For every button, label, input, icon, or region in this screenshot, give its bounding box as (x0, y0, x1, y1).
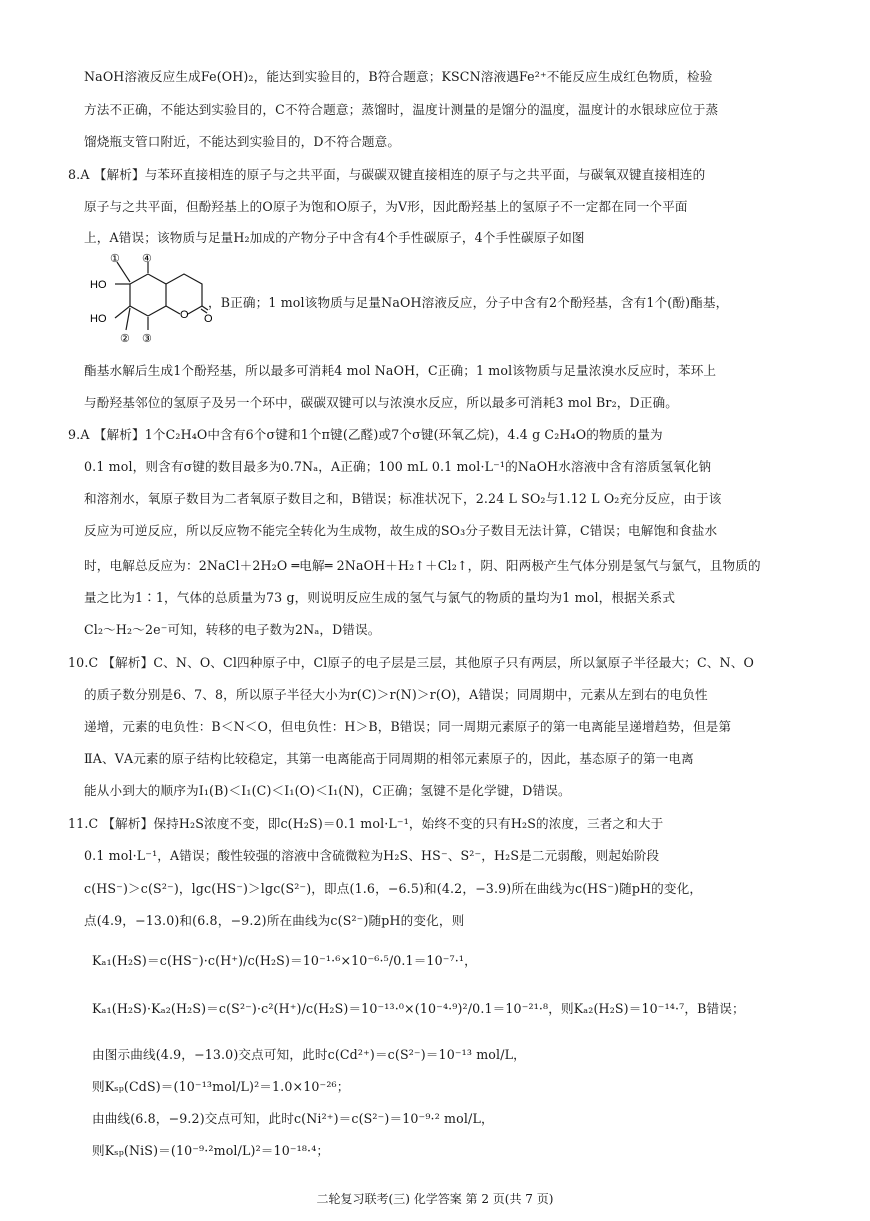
q8-line-1: 8.A 【解析】与苯环直接相连的原子与之共平面，与碳碳双键直接相连的原子与之共平面，与碳氧双键直接相连的 (68, 167, 706, 182)
q11-line-ksp-cds: 则Kₛₚ(CdS)＝(10⁻¹³mol/L)²＝1.0×10⁻²⁶； (92, 1079, 350, 1094)
q8-line-2: 原子与之共平面，但酚羟基上的O原子为饱和O原子，为V形，因此酚羟基上的氢原子不一定都在同一个平面 (84, 199, 688, 214)
q8-line-5: 酯基水解后生成1个酚羟基，所以最多可消耗4 mol NaOH，C正确；1 mol该物质与足量浓溴水反应时，苯环上 (84, 363, 717, 378)
q9-line-5: 时，电解总反应为：2NaCl＋2H₂O ═电解═ 2NaOH＋H₂↑＋Cl₂↑，阴、阳两极产生气体分别是氢气与氯气，且物质的 (84, 558, 761, 573)
chiral-label-1: ① (110, 253, 120, 265)
q8-line-3: 上，A错误；该物质与足量H₂加成的产物分子中含有4个手性碳原子，4个手性碳原子如图 (84, 230, 585, 245)
q8-line-4: ，B正确；1 mol该物质与足量NaOH溶液反应，分子中含有2个酚羟基，含有1个(酚)酯基， (208, 295, 729, 310)
text-line-1: NaOH溶液反应生成Fe(OH)₂，能达到实验目的，B符合题意；KSCN溶液遇Fe²⁺不能反应生成红色物质，检验 (84, 69, 713, 84)
chiral-label-4: ④ (142, 253, 152, 265)
chiral-label-2: ② (120, 333, 130, 345)
q10-line-3: 递增，元素的电负性：B＜N＜O，但电负性：H＞B，B错误；同一周期元素原子的第一电离能呈递增趋势，但是第 (84, 719, 732, 734)
q11-line-1: 11.C 【解析】保持H₂S浓度不变，即c(H₂S)＝0.1 mol·L⁻¹，始终不变的只有H₂S的浓度，三者之和大于 (68, 816, 664, 831)
q11-formula-ka1ka2: Kₐ₁(H₂S)·Kₐ₂(H₂S)＝c(S²⁻)·c²(H⁺)/c(H₂S)＝10⁻¹³·⁰×(10⁻⁴·⁹)²/0.1＝10⁻²¹·⁸，则Kₐ₂(H₂S)＝10⁻¹⁴·⁷，B错误； (92, 1001, 745, 1016)
q10-line-5: 能从小到大的顺序为I₁(B)＜I₁(C)＜I₁(O)＜I₁(N)，C正确；氢键不是化学键，D错误。 (84, 783, 571, 798)
q9-line-6: 量之比为1∶1，气体的总质量为73 g，则说明反应生成的氢气与氯气的物质的量均为1 mol，根据关系式 (84, 590, 676, 605)
text-line-2: 方法不正确，不能达到实验目的，C不符合题意；蒸馏时，温度计测量的是馏分的温度，温度计的水银球应位于蒸 (84, 102, 719, 117)
q8-line-6: 与酚羟基邻位的氢原子及另一个环中，碳碳双键可以与浓溴水反应，所以最多可消耗3 mol Br₂，D正确。 (84, 395, 678, 410)
q11-line-nis-intersect: 由曲线(6.8，−9.2)交点可知，此时c(Ni²⁺)＝c(S²⁻)＝10⁻⁹·² mol/L， (92, 1111, 494, 1126)
ho-top-label: HO (90, 279, 107, 291)
q9-line-7: Cl₂～H₂～2e⁻可知，转移的电子数为2Nₐ，D错误。 (84, 622, 381, 637)
q10-line-1: 10.C 【解析】C、N、O、Cl四种原子中，Cl原子的电子层是三层，其他原子只有两层，所以氯原子半径最大；C、N、O (68, 655, 754, 670)
q9-line-2: 0.1 mol，则含有σ键的数目最多为0.7Nₐ，A正确；100 mL 0.1 mol·L⁻¹的NaOH水溶液中含有溶质氢氧化钠 (84, 459, 712, 474)
ring-oxygen-label: O (180, 309, 189, 321)
q11-line-cds-intersect: 由图示曲线(4.9，−13.0)交点可知，此时c(Cd²⁺)＝c(S²⁻)＝10⁻¹³ mol/L， (92, 1047, 526, 1062)
page-footer: 二轮复习联考(三) 化学答案 第 2 页(共 7 页) (316, 1192, 554, 1206)
q10-line-4: ⅡA、ⅤA元素的原子结构比较稳定，其第一电离能高于同周期的相邻元素原子的，因此，基态原子的第一电离 (84, 751, 694, 766)
q11-line-4: 点(4.9，−13.0)和(6.8，−9.2)所在曲线为c(S²⁻)随pH的变化，则 (84, 913, 465, 928)
q11-line-2: 0.1 mol·L⁻¹，A错误；酸性较强的溶液中含硫微粒为H₂S、HS⁻、S²⁻，H₂S是二元弱酸，则起始阶段 (84, 848, 660, 863)
chiral-label-3: ③ (142, 333, 152, 345)
structure-diagram (82, 248, 212, 348)
text-line-3: 馏烧瓶支管口附近，不能达到实验目的，D不符合题意。 (84, 134, 401, 149)
ho-bottom-label: HO (90, 313, 107, 325)
q10-line-2: 的质子数分别是6、7、8，所以原子半径大小为r(C)＞r(N)＞r(O)，A错误；同周期中，元素从左到右的电负性 (84, 687, 708, 702)
q9-line-1: 9.A 【解析】1个C₂H₄O中含有6个σ键和1个π键(乙醛)或7个σ键(环氧乙烷)，4.4 g C₂H₄O的物质的量为 (68, 427, 663, 442)
q9-line-3: 和溶剂水，氧原子数目为二者氧原子数目之和，B错误；标准状况下，2.24 L SO₂与1.12 L O₂充分反应，由于该 (84, 491, 722, 506)
q9-line-4: 反应为可逆反应，所以反应物不能完全转化为生成物，故生成的SO₃分子数目无法计算，C错误；电解饱和食盐水 (84, 523, 718, 538)
carbonyl-oxygen-label: O (204, 313, 212, 325)
q11-formula-ka1: Kₐ₁(H₂S)＝c(HS⁻)·c(H⁺)/c(H₂S)＝10⁻¹·⁶×10⁻⁶·⁵/0.1＝10⁻⁷·¹， (92, 953, 477, 968)
q11-line-3: c(HS⁻)＞c(S²⁻)，lgc(HS⁻)＞lgc(S²⁻)，即点(1.6，−6.5)和(4.2，−3.9)所在曲线为c(HS⁻)随pH的变化， (84, 881, 703, 896)
chiral-carbon-structure (82, 248, 212, 348)
q11-line-ksp-nis: 则Kₛₚ(NiS)＝(10⁻⁹·²mol/L)²＝10⁻¹⁸·⁴； (92, 1143, 330, 1158)
